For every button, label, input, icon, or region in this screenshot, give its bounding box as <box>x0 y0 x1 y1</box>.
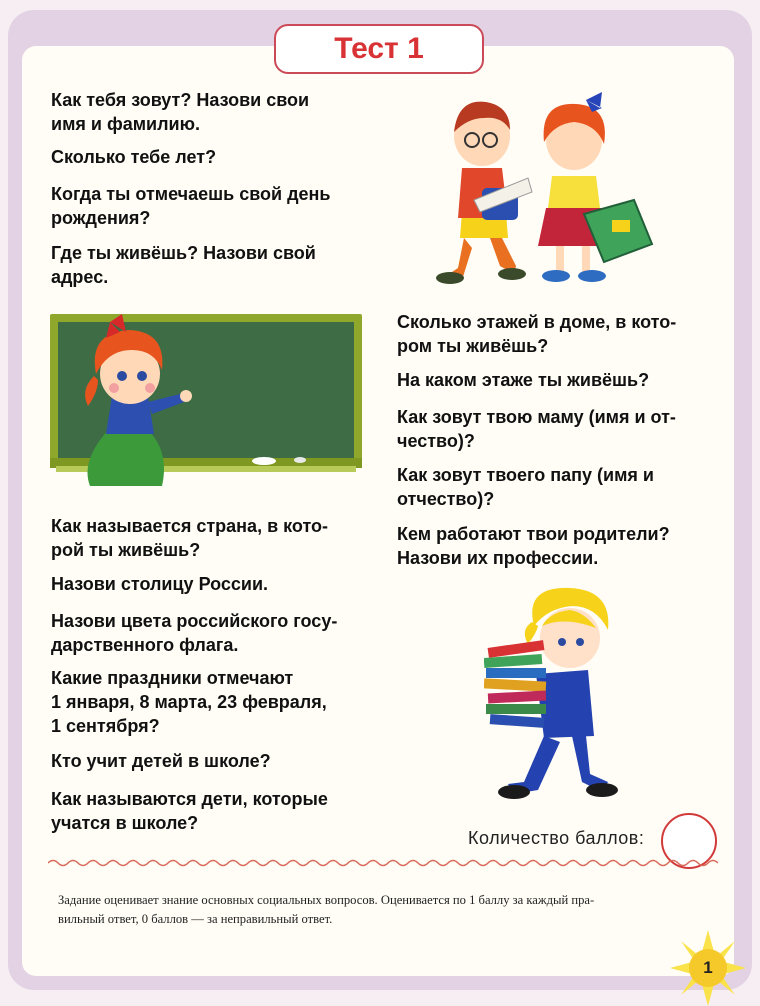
boy-with-books-illustration <box>484 586 640 814</box>
question-parents-job: Кем работают твои родители? Назови их профессии. <box>397 524 670 568</box>
score-label: Количество баллов: <box>468 828 645 848</box>
question-mother: Как зовут твою маму (имя и от- чество)? <box>397 407 676 451</box>
page-number: 1 <box>703 958 713 977</box>
question-capital: Назови столицу России. <box>51 574 269 594</box>
question-floors: Сколько этажей в доме, в кото- ром ты живёшь? <box>397 312 677 356</box>
page-title: Тест 1 <box>274 24 484 74</box>
wavy-divider <box>48 858 718 868</box>
question-address: Где ты живёшь? Назови свой адрес. <box>51 243 316 287</box>
question-holidays: Какие праздники отмечают 1 января, 8 марта, 23 февраля, 1 сентября? <box>51 668 327 736</box>
kids-walking-illustration <box>428 88 664 292</box>
chalkboard-illustration <box>50 310 364 490</box>
question-country: Как называется страна, в кото- рой ты живёшь? <box>51 516 329 560</box>
question-age: Сколько тебе лет? <box>51 147 217 167</box>
question-name: Как тебя зовут? Назови свои имя и фамилию. <box>51 90 310 134</box>
question-floor: На каком этаже ты живёшь? <box>397 370 650 390</box>
question-flag: Назови цвета российского госу- дарственного флага. <box>51 611 338 655</box>
footnote: Задание оценивает знание основных социальных вопросов. Оценивается по 1 баллу за каждый пра- вильный ответ, 0 баллов — за неправильный ответ. <box>58 893 595 926</box>
question-pupils: Как называются дети, которые учатся в школе? <box>51 789 328 833</box>
question-teacher: Кто учит детей в школе? <box>51 751 271 771</box>
question-birthday: Когда ты отмечаешь свой день рождения? <box>51 184 331 228</box>
question-father: Как зовут твоего папу (имя и отчество)? <box>397 465 655 509</box>
